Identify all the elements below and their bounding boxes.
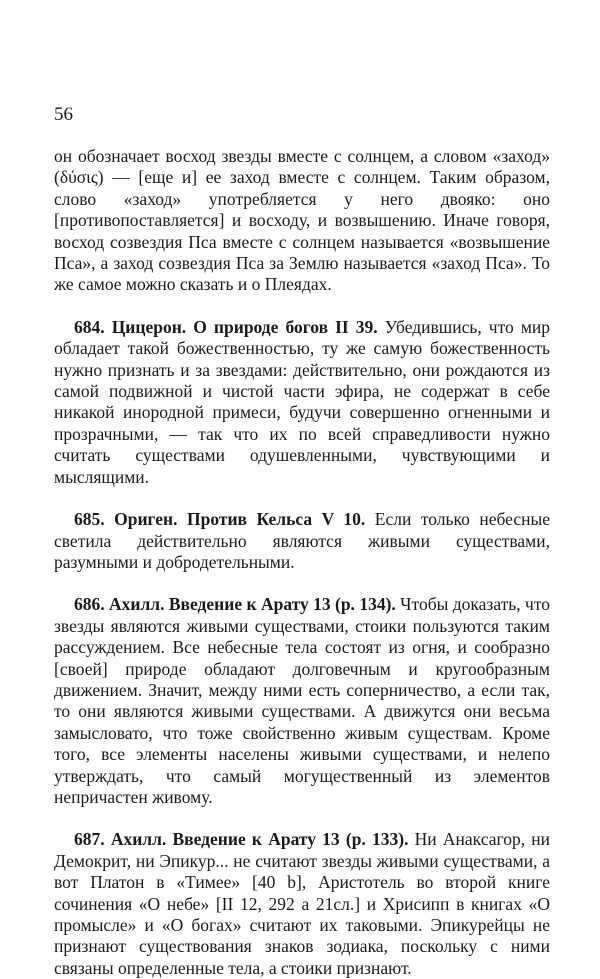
page-number: 56 bbox=[54, 104, 73, 125]
fragment-heading: 687. Ахилл. Введение к Арату 13 (р. 133). bbox=[74, 829, 409, 850]
fragment-684 bbox=[54, 317, 550, 488]
fragment-paragraph bbox=[54, 829, 550, 979]
fragment-text: Ни Анаксагор, ни Демокрит, ни Эпикур... не считают звезды живыми существами, а вот Платон в «Тимее» [40 b], Аристотель во второй книге сочинения «О небе» [II 12, 292 a 21сл.] и Хрисипп в книгах «О промысле» и «О богах» считают их таковыми. Эпикурейцы не признают существования знаков зодиака, поскольку с ними связаны определенные тела, а стоики признают. bbox=[54, 829, 551, 978]
fragment-687 bbox=[54, 829, 550, 979]
fragment-text: Если только небесные светила действительно являются живыми существами, разумными и добродетельными. bbox=[54, 509, 550, 572]
fragment-paragraph bbox=[54, 594, 550, 808]
fragment-heading: 685. Ориген. Против Кельса V 10. bbox=[74, 509, 366, 530]
fragment-heading: 686. Ахилл. Введение к Арату 13 (р. 134). bbox=[74, 594, 396, 615]
fragment-heading: 684. Цицерон. О природе богов II 39. bbox=[74, 316, 378, 337]
intro-paragraph: он обозначает восход звезды вместе с солнцем, а словом «заход» (δύσις) — [еще и] ее заход вместе с солнцем. Таким образом, слово «заход» употребляется у него двояко: оно [противопоставляется] и восходу, и возвышению. Иначе говоря, восход созвездия Пса вместе с солнцем называется «возвышение Пса», а заход созвездия Пса за Землю называется «заход Пса». То же самое можно сказать и о Плеядах. bbox=[54, 146, 550, 295]
fragment-686 bbox=[54, 594, 550, 808]
fragment-text: Чтобы доказать, что звезды являются живыми существами, стоики пользуются таким рассуждением. Все небесные тела состоят из огня, и сообразно [своей] природе обладают долговечным и кругообразным движением. Значит, между ними есть соперничество, а если так, то они являются живыми существами. А движутся они весьма замысловато, что тоже свойственно живым существам. Кроме того, все элементы населены живыми существами, и нелепо утверждать, что самый могущественный из элементов непричастен живому. bbox=[54, 594, 551, 807]
fragment-text: Убедившись, что мир обладает такой божественностью, ту же самую божественность нужно признать и за звездами: действительно, они рождаются из самой подвижной и чистой части эфира, не содержат в себе никакой инородной примеси, будучи совершенно огненными и прозрачными, — так что их по всей справедливости нужно считать существами одушевленными, чувствующими и мыслящими. bbox=[54, 316, 551, 487]
fragment-685 bbox=[54, 509, 550, 573]
book-page bbox=[54, 104, 550, 979]
fragment-paragraph bbox=[54, 509, 550, 573]
fragment-paragraph bbox=[54, 317, 550, 488]
